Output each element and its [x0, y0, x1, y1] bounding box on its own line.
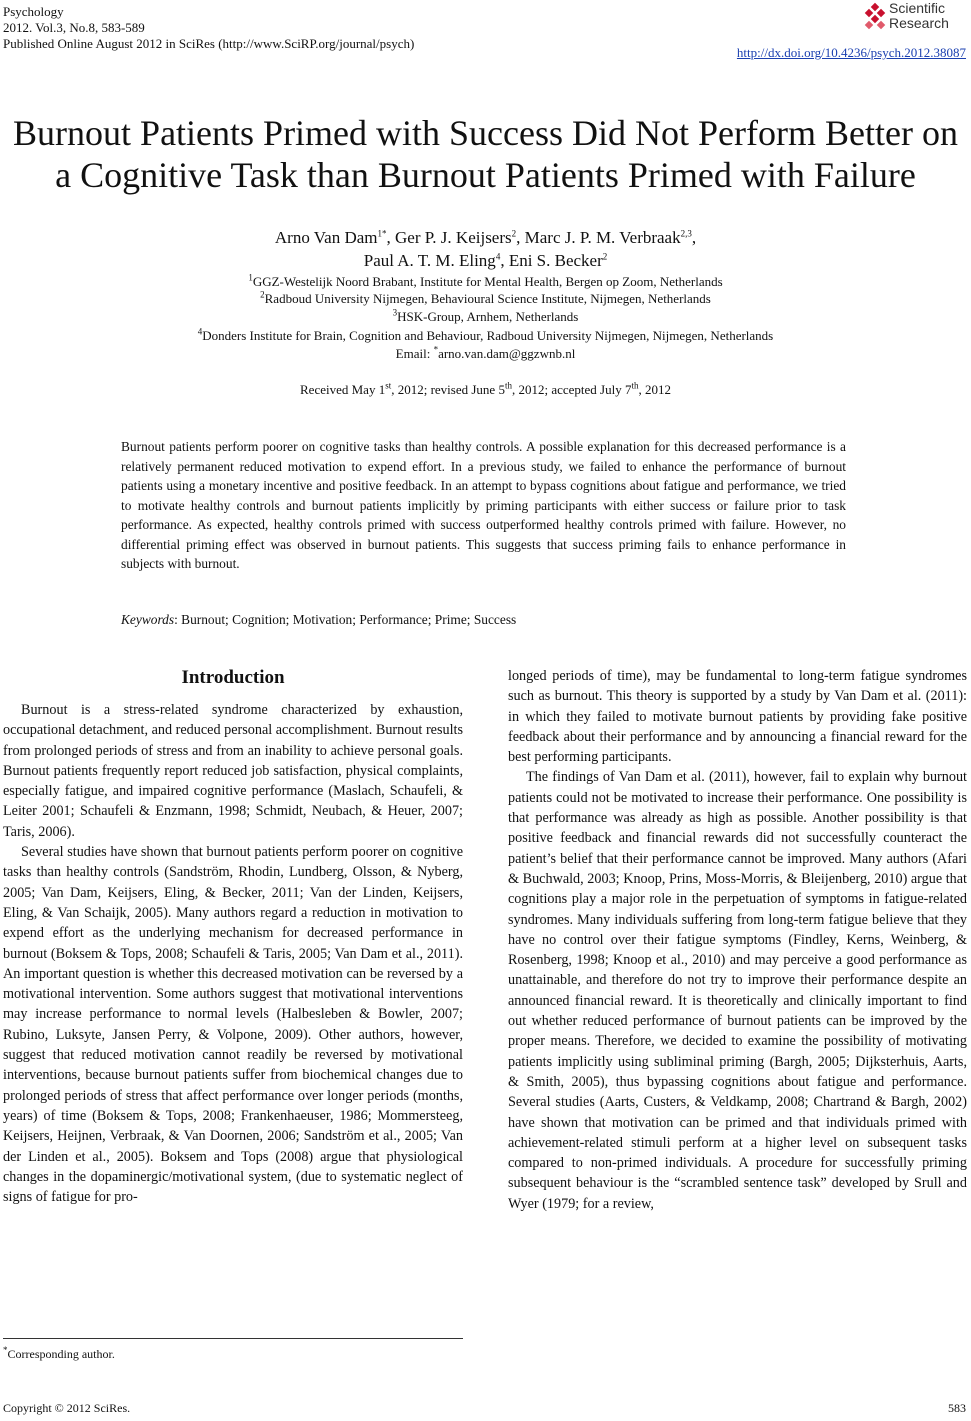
- footnote: [3, 1347, 115, 1362]
- email-line: [0, 345, 971, 362]
- email-label: Email:: [395, 346, 434, 361]
- page-number: 583: [948, 1401, 966, 1415]
- affiliation-sup: 4: [197, 326, 203, 337]
- email-sup: *: [433, 344, 439, 355]
- right-column: [508, 666, 967, 1214]
- paper-title: [0, 112, 971, 196]
- affiliation-text: GGZ-Westelijk Noord Brabant, Institute for Mental Health, Bergen op Zoom, Netherlands: [252, 274, 723, 289]
- author-name: , Marc J. P. M. Verbraak: [516, 228, 681, 247]
- author-name: , Ger P. J. Keijsers: [386, 228, 512, 247]
- keywords: [121, 612, 516, 628]
- paragraph: longed periods of time), may be fundamental to long-term fatigue syndromes such as burnout. This theory is supported by a study by Van Dam et al. (2011): in which they failed to motivate burnout patients by providing fake positive feedback about their performance and by announcing a financial reward for the best performing participants.: [508, 668, 967, 766]
- footnote-text: Corresponding author.: [7, 1347, 115, 1361]
- author-sep: ,: [691, 228, 697, 247]
- affiliation: [0, 290, 971, 307]
- affiliation-sup: 1: [248, 272, 253, 283]
- author-name: Paul A. T. M. Eling: [363, 251, 496, 270]
- abstract: Burnout patients perform poorer on cognitive tasks than healthy controls. A possible explanation for this decreased performance is a relatively permanent reduced motivation to expend effort. In a previous study, we failed to enhance the performance of burnout patients using a monetary incentive and positive feedback. In an attempt to bypass cognitions about fatigue and performance, we tried to motivate healthy controls and burnout patients implicitly by priming participants with either success or failure prior to task performance. As expected, healthy controls primed with success outperformed healthy controls primed with failure. However, no differential priming effect was observed in burnout patients. This suggests that success priming fails to enhance performance in subjects with burnout.: [121, 439, 846, 571]
- author-line1: [0, 227, 971, 249]
- paragraph: Burnout is a stress-related syndrome characterized by exhaustion, occupational detachment, and reduced personal accomplishment. Burnout results from prolonged periods of stress and from an inability to achieve personal goals. Burnout patients frequently report reduced job satisfaction, physical complaints, especially fatigue, and impaired cognitive performance (Maslach, Schaufeli, & Leiter 2001; Schaufeli & Enzmann, 1998; Schmidt, Neubach, & Heuer, 2007; Taris, 2006).: [3, 702, 463, 840]
- title-line2: a Cognitive Task than Burnout Patients Primed with Failure: [55, 155, 916, 195]
- affiliation-text: HSK-Group, Arnhem, Netherlands: [397, 309, 579, 324]
- revised-text: , 2012; revised June 5: [391, 382, 505, 397]
- affiliation-sup: 3: [392, 307, 398, 318]
- journal-volume: 2012. Vol.3, No.8, 583-589: [3, 20, 145, 35]
- author-line2: [0, 250, 971, 272]
- affiliation-text: Radboud University Nijmegen, Behavioural Science Institute, Nijmegen, Netherlands: [264, 291, 711, 306]
- ordinal-sup: th: [631, 380, 639, 391]
- received-text: Received May 1: [300, 382, 386, 397]
- affiliation: [0, 308, 971, 325]
- footnote-rule: [3, 1338, 463, 1339]
- logo-line1: Scientific: [889, 0, 946, 16]
- accepted-text: , 2012; accepted July 7: [511, 382, 632, 397]
- footnote-sup: *: [3, 1345, 8, 1355]
- author-sup: 1*: [377, 228, 387, 239]
- title-line1: Burnout Patients Primed with Success Did Not Perform Better on: [13, 113, 958, 153]
- affiliation: [0, 327, 971, 344]
- ordinal-sup: th: [504, 380, 512, 391]
- copyright: Copyright © 2012 SciRes.: [3, 1401, 131, 1415]
- logo-text: [889, 1, 949, 31]
- paragraph: Several studies have shown that burnout patients perform poorer on cognitive tasks than healthy controls (Sandström, Rhodin, Lundberg, Olsson, & Nyberg, 2005; Van Dam, Keijsers, Eling, & Becker, 2011; Van der Linden, Keijsers, Eling, & Van Schaijk, 2005). Many authors regard a reduction in motivation to expend effort as the underlying mechanism for decreased performance in burnout (Boksem & Tops, 2008; Schaufeli & Taris, 2005; Van Dam et al., 2011). An important question is whether this decreased motivation can be reversed by a motivational intervention. Some authors suggest that motivational interventions may increase performance to normal levels (Halbesleben & Bowler, 2007; Rubino, Luksyte, Jansen Perry, & Volpone, 2009). Other authors, however, suggest that reduced motivation cannot readily be reversed by motivational interventions, because burnout patients suffer from biochemical changes due to prolonged periods of stress that affect performance over longer periods (months, years) of time (Boksem & Tops, 2008; Frankenhaeuser, 1986; Mommersteeg, Keijsers, Heijnen, Verbraak, & Van Doornen, 2006; Sandström et al., 2005; Van der Linden et al., 2005). Boksem and Tops (2008) argue that physiological changes in the dopaminergic/motivational system, (due to systematic neglect of signs of fatigue for pro-: [3, 844, 463, 1206]
- scientific-research-logo: [863, 1, 963, 37]
- journal-name: Psychology: [3, 4, 64, 19]
- logo-line2: Research: [889, 15, 949, 31]
- author-sup: 2: [511, 228, 517, 239]
- author-sup: 4: [495, 251, 501, 262]
- published-line: Published Online August 2012 in SciRes (http://www.SciRP.org/journal/psych): [3, 36, 415, 51]
- affiliation-text: Donders Institute for Brain, Cognition and Behaviour, Radboud University Nijmegen, Nijmegen, Netherlands: [202, 328, 774, 343]
- section-heading: Introduction: [181, 667, 285, 688]
- paragraph: The findings of Van Dam et al. (2011), however, fail to explain why burnout patients could not be motivated to increase their performance. One possibility is that performance was already as high as possible. Another possibility is that positive feedback and financial rewards did not successfully counteract the patient’s belief that their performance cannot be improved. Many authors (Afari & Buchwald, 2003; Knoop, Prins, Moss-Morris, & Bleijenberg, 2010) argue that cognitions play a major role in the perpetuation of symptoms in fatigue-related syndromes. Many individuals suffering from long-term fatigue believe that they have no control over their fatigue symptoms (Findley, Kerns, Weinberg, & Rosenberg, 1998; Knoop et al., 2010) and may perceive a good performance as unattainable, and therefore do not try to improve their performance despite an announced financial reward. It is theoretically and clinically important to find out whether reduced performance of burnout patients can be improved by the proper means. Therefore, we decided to examine the possibility of motivating patients implicitly using subliminal priming (Bargh, 2005; Dijksterhuis, Aarts, & Smith, 2005), thus bypassing cognitions about fatigue and performance. Several studies (Aarts, Custers, & Veldkamp, 2008; Chartrand & Bargh, 2002) have shown that motivation can be primed and that individuals primed with achievement-related stimuli perform at a higher level on subsequent tasks compared to non-primed individuals. A procedure for successfully priming subsequent behaviour is the “scrambled sentence task” developed by Srull and Wyer (1979; for a review,: [508, 769, 967, 1212]
- author-sup: 2,3: [680, 228, 692, 239]
- ordinal-sup: st: [385, 380, 392, 391]
- received-dates: [0, 382, 971, 398]
- affiliation: [0, 273, 971, 290]
- affiliation-sup: 2: [260, 289, 265, 300]
- author-sup: 2: [602, 251, 608, 262]
- doi-link[interactable]: http://dx.doi.org/10.4236/psych.2012.38087: [736, 45, 966, 60]
- logo-diamond-icon: [863, 4, 887, 28]
- journal-header: [3, 4, 414, 52]
- keywords-label: Keywords: [121, 612, 175, 627]
- keywords-text: : Burnout; Cognition; Motivation; Performance; Prime; Success: [174, 612, 517, 627]
- author-name: , Eni S. Becker: [500, 251, 603, 270]
- year-text: , 2012: [638, 382, 671, 397]
- email-address[interactable]: arno.van.dam@ggzwnb.nl: [438, 346, 576, 361]
- author-name: Arno Van Dam: [274, 228, 378, 247]
- left-column: [3, 700, 463, 1207]
